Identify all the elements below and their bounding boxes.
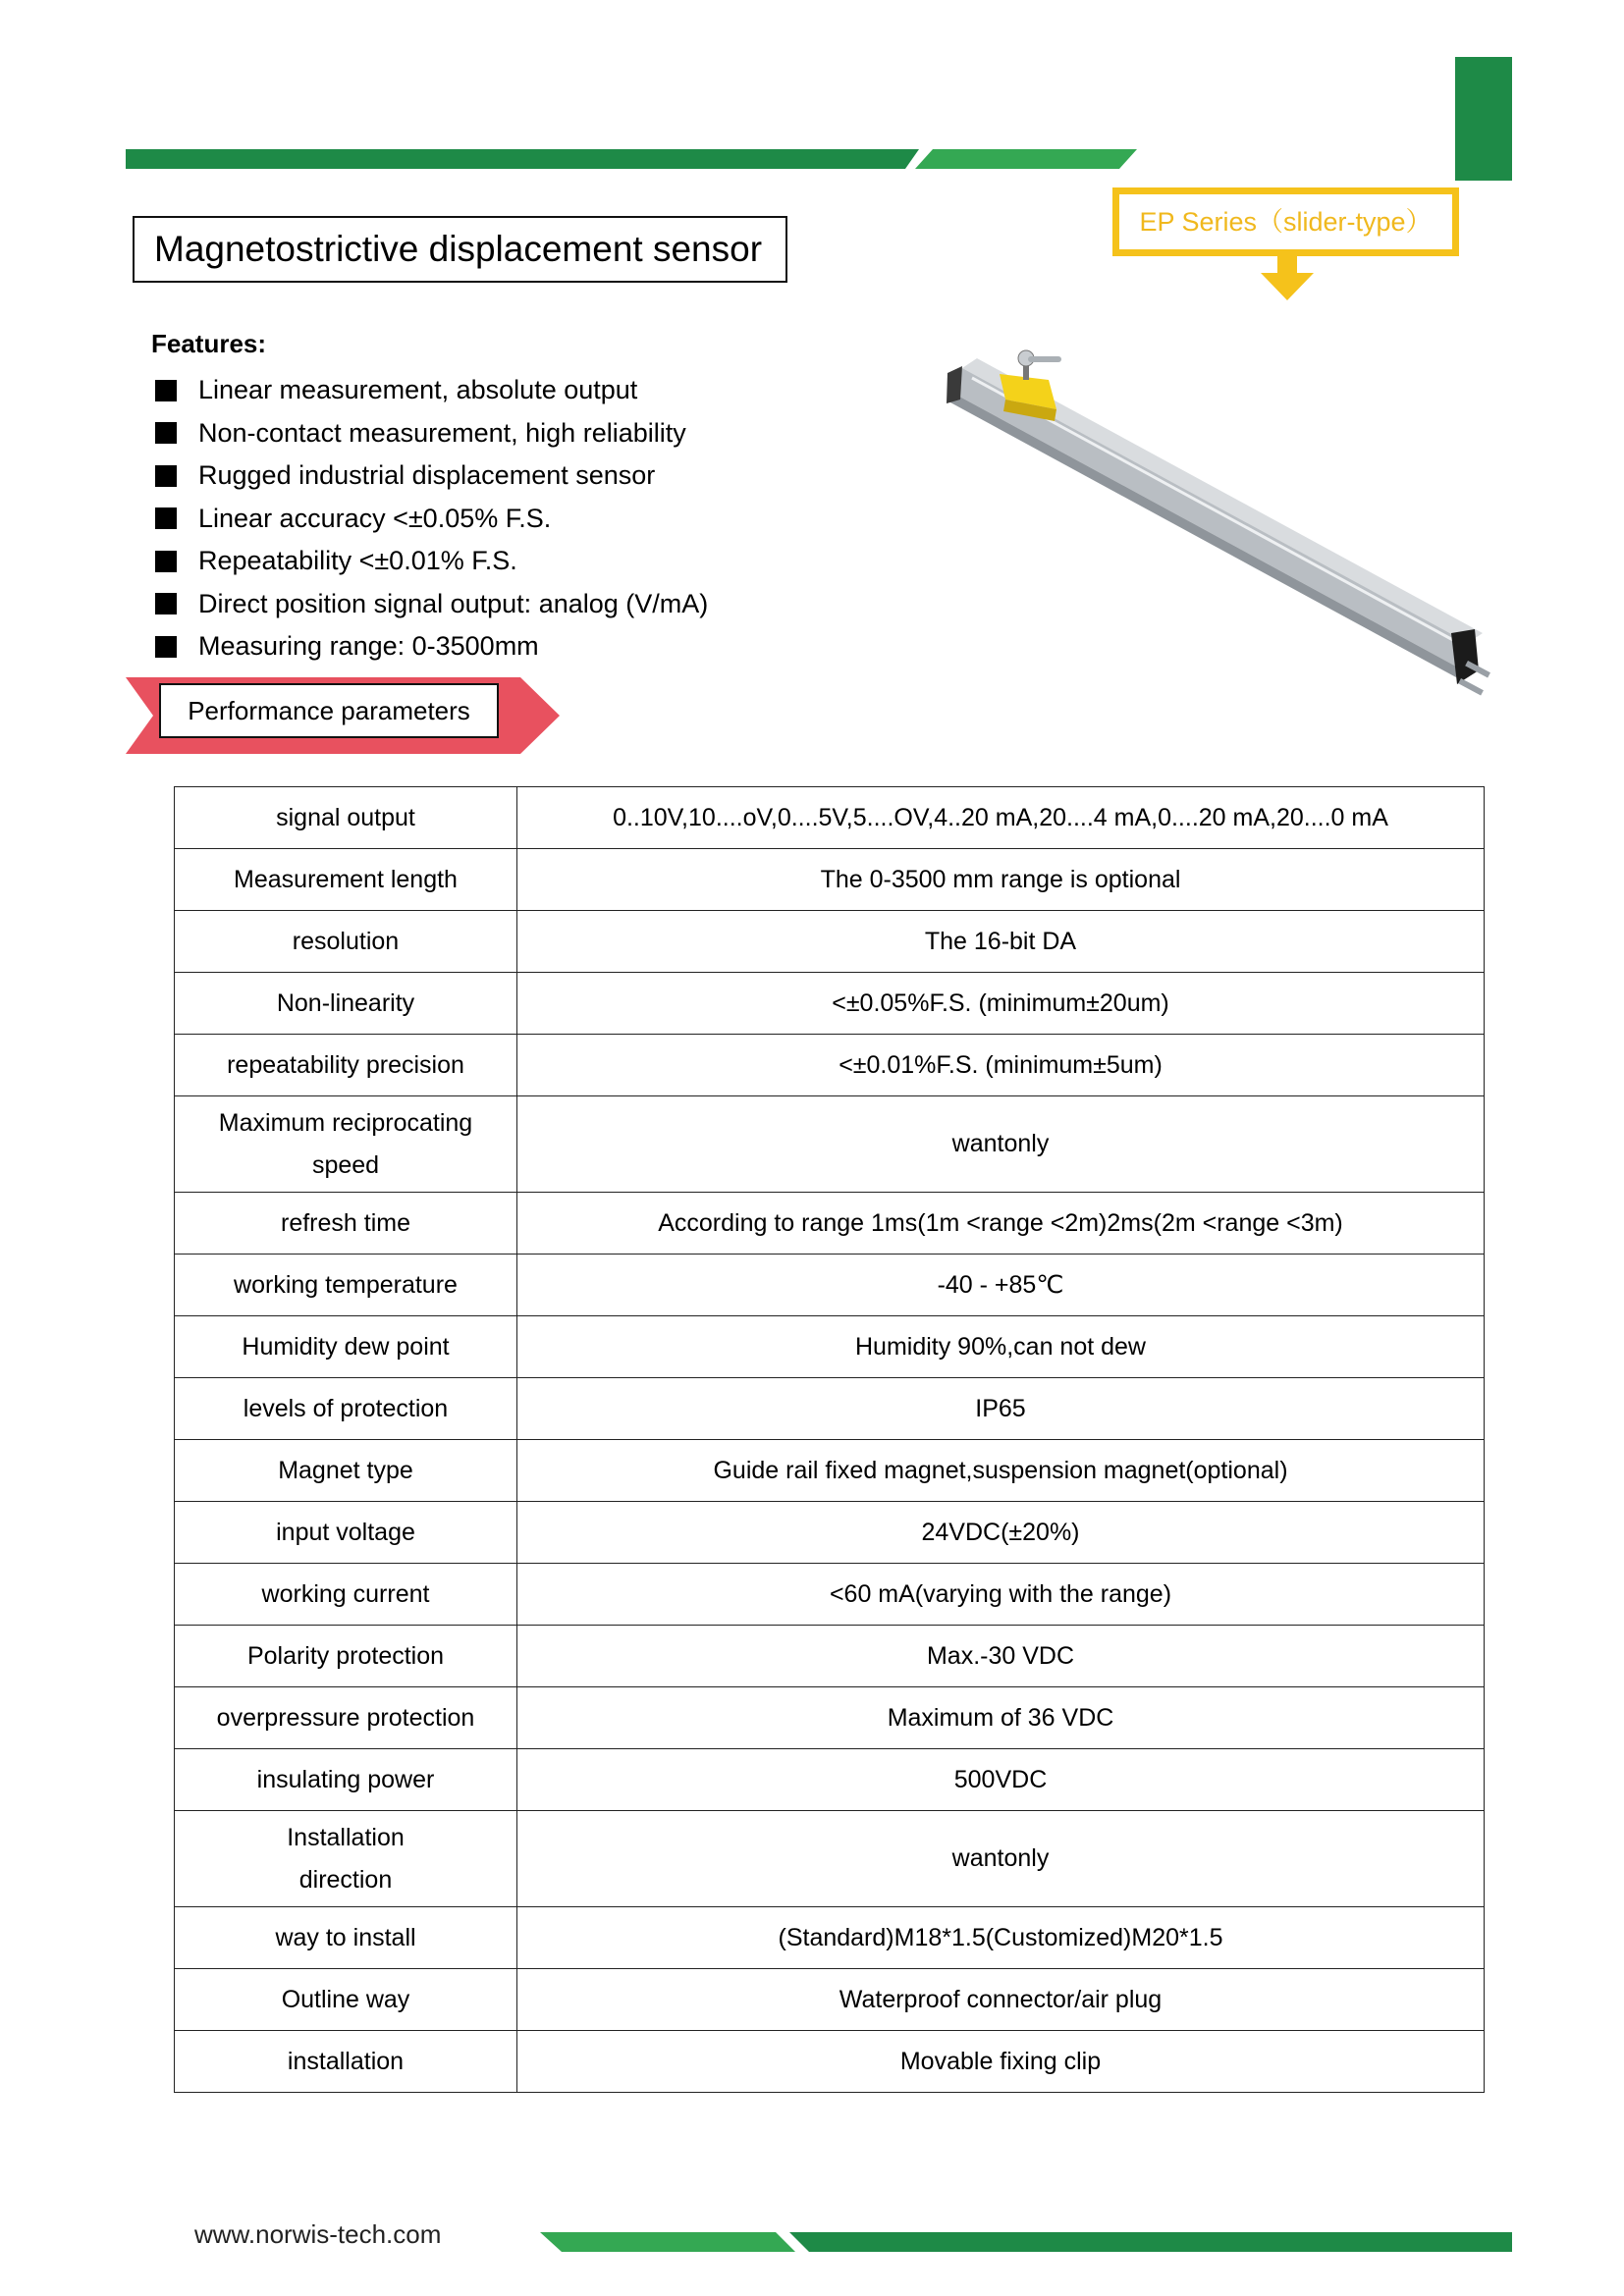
param-name: Maximum reciprocating speed xyxy=(175,1096,517,1193)
param-name: repeatability precision xyxy=(175,1035,517,1096)
param-name: working current xyxy=(175,1564,517,1626)
header-green-bar-short xyxy=(915,149,1137,169)
table-row xyxy=(175,1811,1485,1907)
param-name: insulating power xyxy=(175,1749,517,1811)
sensor-product-image xyxy=(933,339,1502,712)
param-value: 500VDC xyxy=(517,1749,1485,1811)
table-row xyxy=(175,1096,1485,1193)
series-label: EP Series（slider-type） xyxy=(1112,187,1459,256)
param-name: input voltage xyxy=(175,1502,517,1564)
param-name: Installation direction xyxy=(175,1811,517,1907)
footer-decoration xyxy=(0,2218,1624,2277)
table-row xyxy=(175,1440,1485,1502)
param-value: According to range 1ms(1m <range <2m)2ms(2m <range <3m) xyxy=(517,1193,1485,1255)
performance-heading: Performance parameters xyxy=(159,683,499,738)
table-row xyxy=(175,849,1485,911)
table-row xyxy=(175,1378,1485,1440)
param-value: <60 mA(varying with the range) xyxy=(517,1564,1485,1626)
table-row xyxy=(175,1687,1485,1749)
param-value: Movable fixing clip xyxy=(517,2031,1485,2093)
footer-green-bar-short xyxy=(540,2232,795,2252)
param-value: Waterproof connector/air plug xyxy=(517,1969,1485,2031)
header-green-bar xyxy=(126,149,919,169)
feature-list xyxy=(155,369,708,668)
feature-item: Non-contact measurement, high reliability xyxy=(155,412,708,455)
param-name: working temperature xyxy=(175,1255,517,1316)
param-value: Guide rail fixed magnet,suspension magnet(optional) xyxy=(517,1440,1485,1502)
param-value: <±0.05%F.S. (minimum±20um) xyxy=(517,973,1485,1035)
table-row xyxy=(175,1035,1485,1096)
feature-item: Linear accuracy <±0.05% F.S. xyxy=(155,498,708,541)
param-name: Magnet type xyxy=(175,1440,517,1502)
param-value: IP65 xyxy=(517,1378,1485,1440)
param-name: way to install xyxy=(175,1907,517,1969)
table-row xyxy=(175,1626,1485,1687)
table-row xyxy=(175,2031,1485,2093)
param-name: Outline way xyxy=(175,1969,517,2031)
page-title: Magnetostrictive displacement sensor xyxy=(133,216,787,283)
square-bullet-icon xyxy=(155,551,177,572)
param-name: levels of protection xyxy=(175,1378,517,1440)
table-row xyxy=(175,911,1485,973)
table-row xyxy=(175,787,1485,849)
table-row xyxy=(175,1255,1485,1316)
down-arrow-icon xyxy=(1259,253,1316,302)
square-bullet-icon xyxy=(155,422,177,444)
square-bullet-icon xyxy=(155,507,177,529)
param-value: Maximum of 36 VDC xyxy=(517,1687,1485,1749)
param-value: Max.-30 VDC xyxy=(517,1626,1485,1687)
features-heading: Features: xyxy=(151,329,267,358)
feature-item: Measuring range: 0-3500mm xyxy=(155,625,708,668)
param-value: wantonly xyxy=(517,1811,1485,1907)
square-bullet-icon xyxy=(155,593,177,614)
feature-item: Rugged industrial displacement sensor xyxy=(155,454,708,498)
table-row xyxy=(175,1749,1485,1811)
param-name: resolution xyxy=(175,911,517,973)
table-row xyxy=(175,1502,1485,1564)
param-value: <±0.01%F.S. (minimum±5um) xyxy=(517,1035,1485,1096)
footer-green-bar xyxy=(789,2232,1512,2252)
param-name: Measurement length xyxy=(175,849,517,911)
footer-website: www.norwis-tech.com xyxy=(194,2219,442,2249)
feature-item: Linear measurement, absolute output xyxy=(155,369,708,412)
param-value: 0..10V,10....oV,0....5V,5....OV,4..20 mA,20....4 mA,0....20 mA,20....0 mA xyxy=(517,787,1485,849)
table-row xyxy=(175,1907,1485,1969)
feature-item: Repeatability <±0.01% F.S. xyxy=(155,540,708,583)
table-row xyxy=(175,973,1485,1035)
table-row xyxy=(175,1969,1485,2031)
header-green-block xyxy=(1455,57,1512,181)
param-value: wantonly xyxy=(517,1096,1485,1193)
param-name: Polarity protection xyxy=(175,1626,517,1687)
param-name: overpressure protection xyxy=(175,1687,517,1749)
param-value: The 16-bit DA xyxy=(517,911,1485,973)
square-bullet-icon xyxy=(155,380,177,401)
param-name: Humidity dew point xyxy=(175,1316,517,1378)
param-name: installation xyxy=(175,2031,517,2093)
param-value: -40 - +85℃ xyxy=(517,1255,1485,1316)
param-value: Humidity 90%,can not dew xyxy=(517,1316,1485,1378)
param-value: The 0-3500 mm range is optional xyxy=(517,849,1485,911)
param-name: Non-linearity xyxy=(175,973,517,1035)
param-name: signal output xyxy=(175,787,517,849)
table-row xyxy=(175,1316,1485,1378)
param-name: refresh time xyxy=(175,1193,517,1255)
performance-table xyxy=(174,786,1485,2093)
table-row xyxy=(175,1193,1485,1255)
square-bullet-icon xyxy=(155,636,177,658)
header-decoration xyxy=(0,0,1624,196)
feature-item: Direct position signal output: analog (V/mA) xyxy=(155,583,708,626)
param-value: 24VDC(±20%) xyxy=(517,1502,1485,1564)
param-value: (Standard)M18*1.5(Customized)M20*1.5 xyxy=(517,1907,1485,1969)
square-bullet-icon xyxy=(155,465,177,487)
table-row xyxy=(175,1564,1485,1626)
